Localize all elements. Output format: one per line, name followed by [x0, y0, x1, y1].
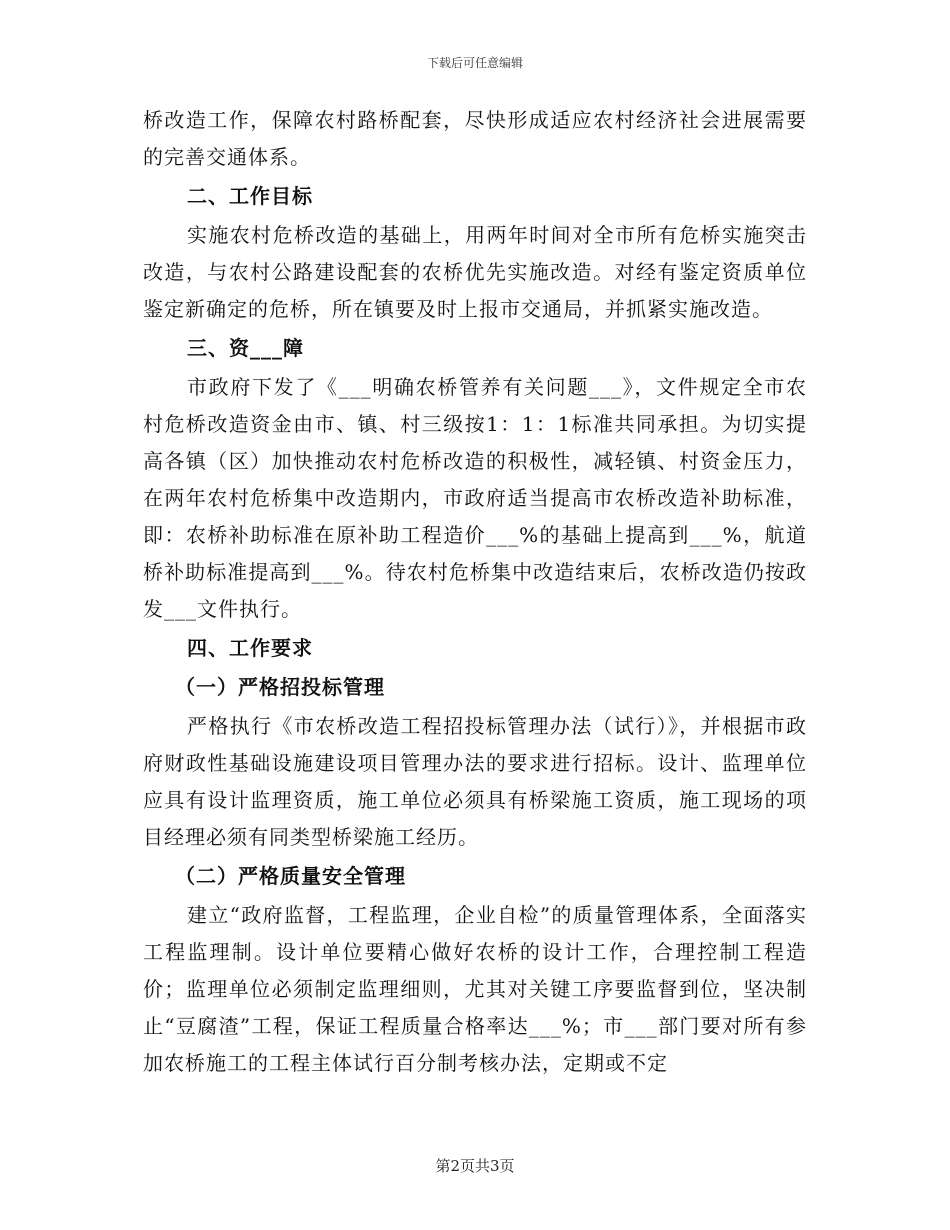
section-heading-funding: 三、资___障	[187, 336, 304, 360]
paragraph-continuation: 桥改造工作，保障农村路桥配套，尽快形成适应农村经济社会进展需要的完善交通体系。	[143, 108, 807, 169]
subheading-bidding: （一）严格招投标管理	[175, 675, 385, 699]
document-body	[143, 102, 807, 1082]
paragraph-quality-safety: 建立“政府监督，工程监理，企业自检”的质量管理体系，全面落实工程监理制。设计单位要精心做好农桥的设计工作，合理控制工程造价；监理单位必须制定监理细则，尤其对关键工序要监督到位，坚决制止“豆腐渣”工程，保证工程质量合格率达___%；市___部门要对所有参加农桥施工的工程主体试行百分制考核办法，定期或不定	[143, 903, 807, 1075]
section-heading-work-requirements: 四、工作要求	[187, 636, 313, 660]
subheading-quality-safety: （二）严格质量安全管理	[175, 864, 406, 888]
section-heading-work-goals: 二、工作目标	[187, 184, 313, 208]
page-number: 第2页共3页	[435, 1157, 515, 1175]
paragraph-work-goals: 实施农村危桥改造的基础上，用两年时间对全市所有危桥实施突击改造，与农村公路建设配套的农桥优先实施改造。对经有鉴定资质单位鉴定新确定的危桥，所在镇要及时上报市交通局，并抓紧实施改造。	[143, 223, 807, 321]
page-header-note: 下载后可任意编辑	[426, 56, 523, 70]
paragraph-bidding: 严格执行《市农桥改造工程招投标管理办法（试行）》，并根据市政府财政性基础设施建设项目管理办法的要求进行招标。设计、监理单位应具有设计监理资质，施工单位必须具有桥梁施工资质，施工现场的项目经理必须有同类型桥梁施工经历。	[143, 714, 807, 849]
paragraph-funding: 市政府下发了《___明确农桥管养有关问题___》，文件规定全市农村危桥改造资金由市、镇、村三级按1：1：1标准共同承担。为切实提高各镇（区）加快推动农村危桥改造的积极性，减轻镇、村资金压力，在两年农村危桥集中改造期内，市政府适当提高市农桥改造补助标准，即：农桥补助标准在原补助工程造价___%的基础上提高到___%，航道桥补助标准提高到___%。待农村危桥集中改造结束后，农桥改造仍按政发___文件执行。	[143, 375, 807, 621]
